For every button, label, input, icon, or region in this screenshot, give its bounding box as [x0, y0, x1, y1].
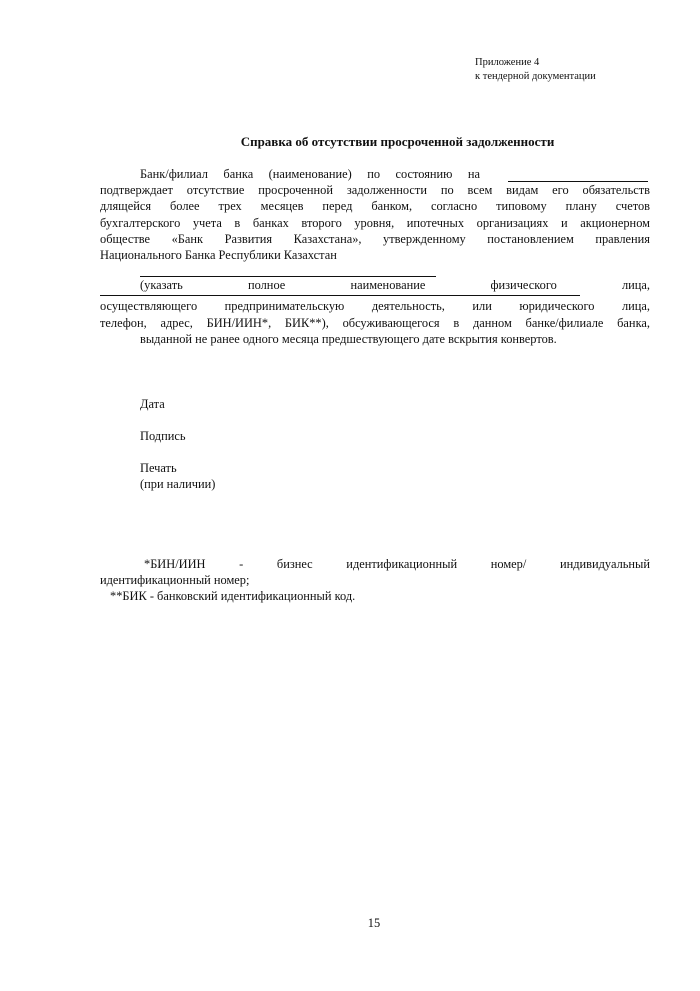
blank-line-2[interactable]: [100, 293, 580, 296]
paragraph-line-4: бухгалтерского учета в банках второго уровня, ипотечных организациях и акционерном: [100, 215, 650, 230]
appendix-number: Приложение 4: [475, 57, 540, 68]
paragraph-line-5: обществе «Банк Развития Казахстана», утвержденному постановлением правления: [100, 231, 650, 246]
appendix-reference: к тендерной документации: [475, 71, 596, 82]
paragraph-line-9: телефон, адрес, БИН/ИИН*, БИК**), обсуживающегося в данном банке/филиале банка,: [100, 315, 650, 330]
footnotes: [100, 556, 650, 605]
page-number: 15: [367, 916, 381, 930]
paragraph-first-line: [100, 166, 650, 182]
document-title: Справка об отсутствии просроченной задолженности: [240, 134, 555, 149]
paragraph-line-10: выданной не ранее одного месяца предшествующего дате вскрытия конвертов.: [140, 331, 557, 346]
paragraph-line-3: длящейся более трех месяцев перед банком, согласно типовому плану счетов: [100, 199, 650, 214]
signature-label: Подпись: [140, 429, 186, 443]
seal-label: Печать: [140, 461, 177, 475]
date-blank-line[interactable]: [508, 169, 648, 182]
footnote-bin-line-2: идентификационный номер;: [100, 573, 250, 588]
footnote-bik: **БИК - банковский идентификационный код.: [110, 589, 356, 604]
paragraph-line-1: Банк/филиал банка (наименование) по состоянию на: [140, 167, 480, 181]
appendix-header: [475, 56, 596, 84]
seal-note: (при наличии): [140, 477, 216, 491]
paragraph-line-8: осуществляющего предпринимательскую деятельность, или юридического лица,: [100, 299, 650, 314]
paragraph-line-2: подтверждает отсутствие просроченной задолженности по всем видам его обязательств: [100, 183, 650, 198]
footnote-bin-line-1: *БИН/ИИН - бизнес идентификационный номер/ индивидуальный: [144, 557, 650, 571]
date-label: Дата: [140, 397, 165, 411]
paragraph-line-7: (указать полное наименование физического лица,: [140, 278, 650, 293]
certificate-paragraph: [100, 166, 650, 347]
blank-line-1[interactable]: [140, 263, 436, 277]
paragraph-line-6: Национального Банка Республики Казахстан: [100, 248, 337, 263]
